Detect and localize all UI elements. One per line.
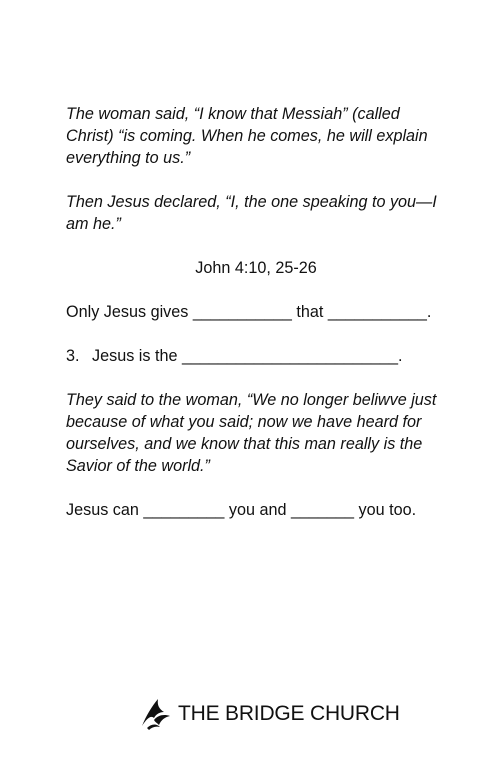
church-logo xyxy=(138,694,400,734)
scripture-quote-jesus-declared: Then Jesus declared, “I, the one speaking to you—I am he.” xyxy=(66,193,437,233)
church-name: THE BRIDGE CHURCH xyxy=(178,702,400,725)
point-three xyxy=(66,345,446,367)
scripture-quote-savior-of-world: They said to the woman, “We no longer beliwve just because of what you said; now we have heard for ourselves, and we know that this man really is the Savior of the world.” xyxy=(66,391,437,475)
fill-in-blank-jesus-can: Jesus can _________ you and _______ you too. xyxy=(66,501,417,519)
document-body xyxy=(66,103,446,543)
point-three-text: Jesus is the ________________________. xyxy=(92,347,403,365)
point-three-number: 3. xyxy=(66,347,80,365)
fill-in-blank-only-jesus-gives: Only Jesus gives ___________ that ___________. xyxy=(66,303,432,321)
scripture-quote-woman-messiah: The woman said, “I know that Messiah” (called Christ) “is coming. When he comes, he will explain everything to us.” xyxy=(66,105,428,167)
bridge-church-logo-icon xyxy=(138,696,174,732)
scripture-reference: John 4:10, 25-26 xyxy=(195,259,317,277)
